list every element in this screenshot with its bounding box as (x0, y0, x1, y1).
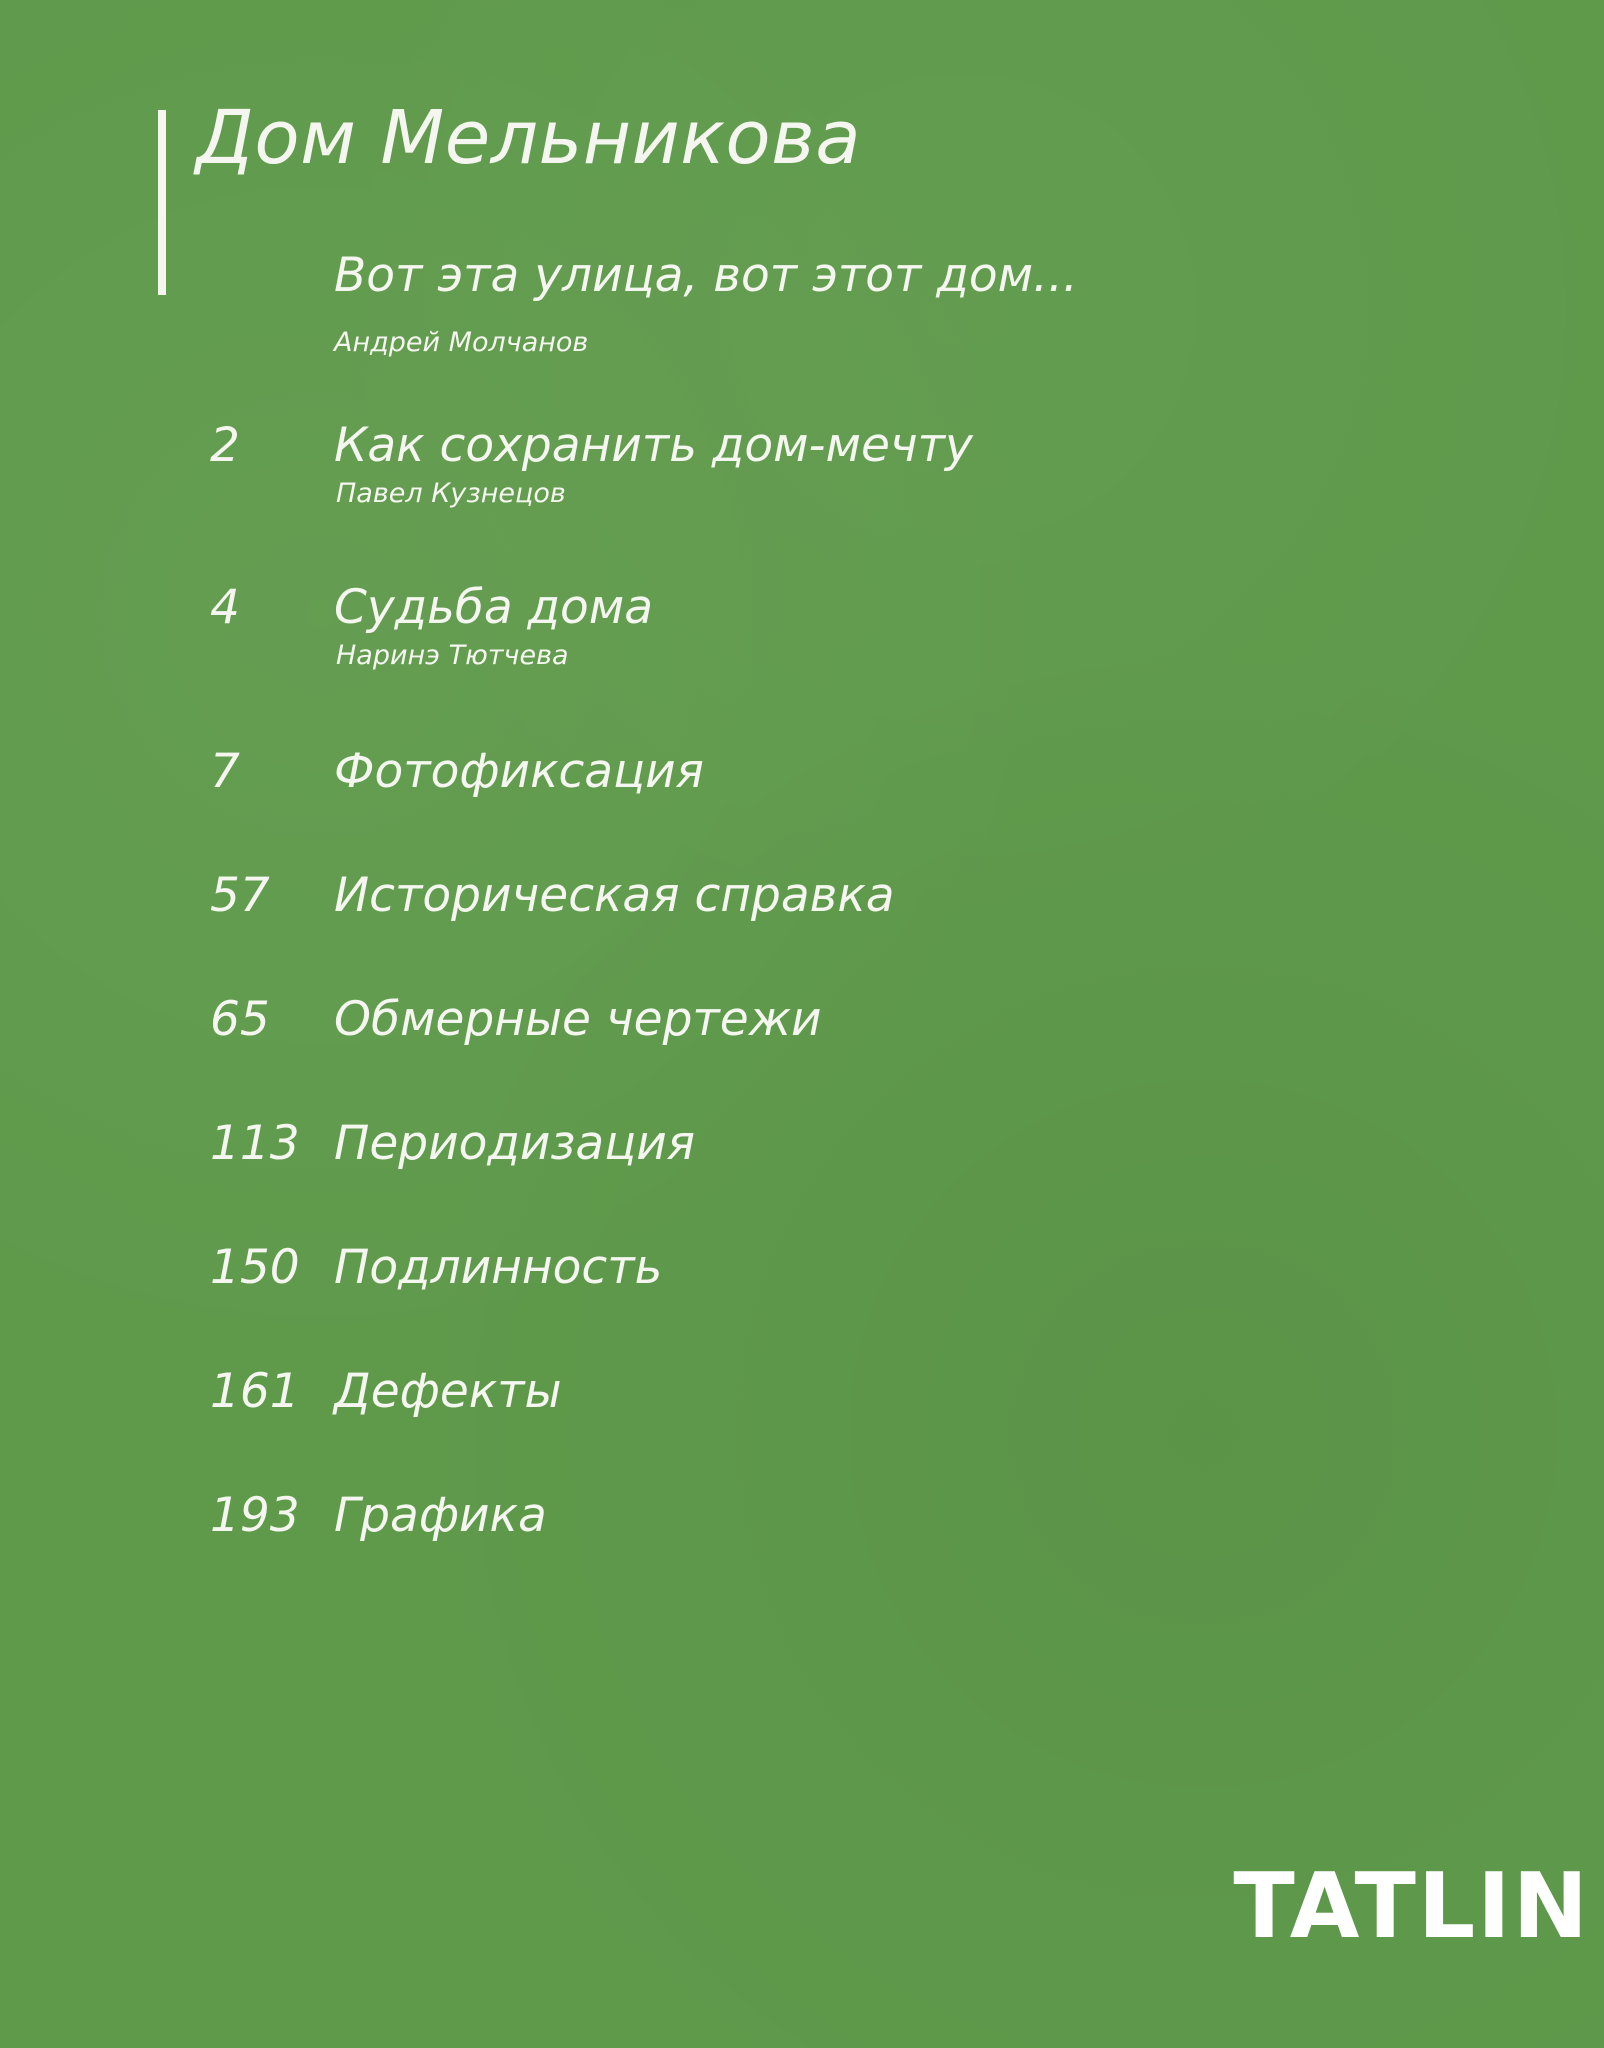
toc-page-number: 2 (210, 418, 240, 473)
intro-author: Андрей Молчанов (334, 327, 589, 358)
toc-entry-title: Обмерные чертежи (334, 992, 822, 1047)
toc-entry-title: Графика (334, 1488, 547, 1543)
toc-page-number: 113 (210, 1116, 300, 1171)
book-title: Дом Мельникова (196, 95, 862, 181)
toc-entry[interactable] (210, 744, 1510, 824)
toc-page-number: 150 (210, 1240, 300, 1295)
publisher-logo: TATLIN (1233, 1854, 1590, 1959)
toc-entry[interactable] (210, 868, 1510, 948)
toc-page-number: 7 (210, 744, 240, 799)
intro-entry (334, 248, 1078, 358)
toc-entry[interactable] (210, 418, 1510, 509)
toc-entry-title: Судьба дома (334, 580, 654, 635)
toc-page-number: 4 (210, 580, 240, 635)
intro-title: Вот эта улица, вот этот дом... (334, 248, 1078, 303)
toc-entry-title: Фотофиксация (334, 744, 704, 799)
toc-entry[interactable] (210, 1240, 1510, 1320)
toc-entry-author: Павел Кузнецов (336, 478, 566, 509)
toc-entry[interactable] (210, 1488, 1510, 1568)
toc-page-number: 161 (210, 1364, 300, 1419)
toc-page-number: 57 (210, 868, 270, 923)
toc-entry[interactable] (210, 992, 1510, 1072)
toc-entry[interactable] (210, 580, 1510, 671)
toc-entry-title: Подлинность (334, 1240, 663, 1295)
toc-entry-title: Периодизация (334, 1116, 696, 1171)
toc-entry[interactable] (210, 1364, 1510, 1444)
toc-entry-title: Историческая справка (334, 868, 895, 923)
toc-entry-title: Дефекты (334, 1364, 562, 1419)
title-accent-bar (158, 110, 166, 295)
toc-entry-title: Как сохранить дом-мечту (334, 418, 973, 473)
toc-page-number: 65 (210, 992, 270, 1047)
toc-entry[interactable] (210, 1116, 1510, 1196)
toc-page-number: 193 (210, 1488, 300, 1543)
toc-entry-author: Наринэ Тютчева (336, 640, 569, 671)
